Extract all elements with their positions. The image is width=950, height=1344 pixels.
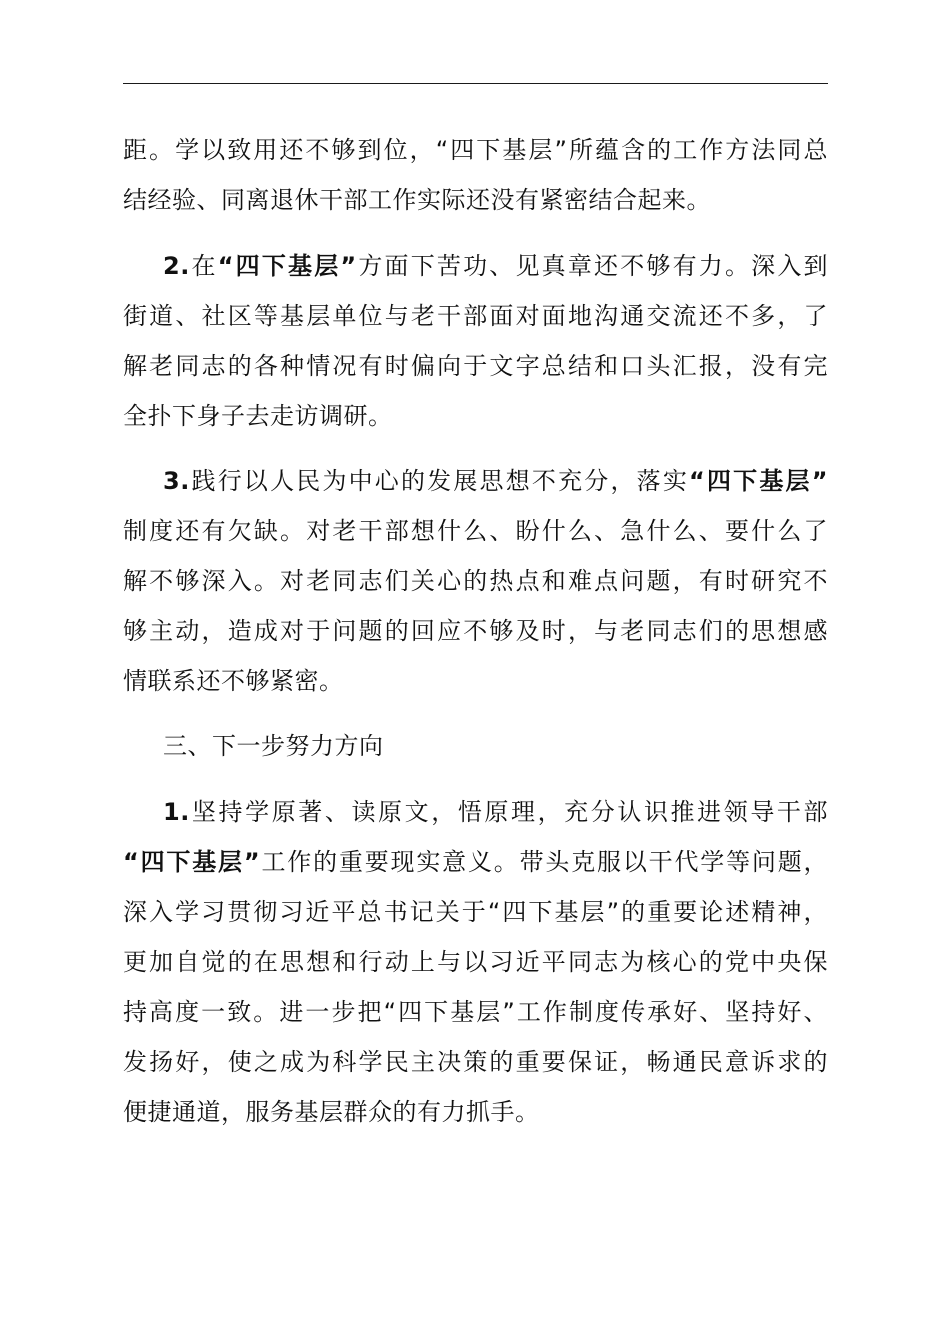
paragraph-line: 街道、社区等基层单位与老干部面对面地沟通交流还不多，了 <box>123 302 828 330</box>
paragraph-line: 距。学以致用还不够到位，“四下基层”所蕴含的工作方法同总 <box>123 136 828 164</box>
text-run: 方面下苦功、见真章还不够有力。深入到 <box>356 252 829 280</box>
item-number: 2. <box>163 252 190 280</box>
text-run: 工作的重要现实意义。带头克服以干代学等问题， <box>260 848 829 876</box>
text-run: 在 <box>189 252 218 280</box>
paragraph-line: 持高度一致。进一步把“四下基层”工作制度传承好、坚持好、 <box>123 998 828 1026</box>
paragraph-line: 够主动，造成对于问题的回应不够及时，与老同志们的思想感 <box>123 617 828 645</box>
item-number: 3. <box>163 467 190 495</box>
paragraph-line <box>123 842 828 882</box>
header-rule <box>123 83 828 84</box>
item-1-first-line <box>163 792 828 832</box>
item-3-first-line <box>163 461 828 501</box>
emphasis-quote: “四下基层” <box>217 252 357 280</box>
paragraph-line: 深入学习贯彻习近平总书记关于“四下基层”的重要论述精神， <box>123 898 828 926</box>
paragraph-line: 解不够深入。对老同志们关心的热点和难点问题，有时研究不 <box>123 567 828 595</box>
paragraph-line: 便捷通道，服务基层群众的有力抓手。 <box>123 1098 540 1126</box>
paragraph-line: 情联系还不够紧密。 <box>123 667 344 695</box>
paragraph-line: 全扑下身子去走访调研。 <box>123 402 393 430</box>
emphasis-quote: “四下基层” <box>689 467 829 495</box>
item-number: 1. <box>163 798 190 826</box>
text-run: 坚持学原著、读原文，悟原理，充分认识推进领导干部 <box>189 798 828 826</box>
item-2-first-line <box>163 246 828 286</box>
paragraph-line: 结经验、同离退休干部工作实际还没有紧密结合起来。 <box>123 186 711 214</box>
section-heading: 三、下一步努力方向 <box>163 732 384 760</box>
paragraph-line: 制度还有欠缺。对老干部想什么、盼什么、急什么、要什么了 <box>123 517 828 545</box>
paragraph-line: 发扬好，使之成为科学民主决策的重要保证，畅通民意诉求的 <box>123 1048 828 1076</box>
text-run: 践行以人民为中心的发展思想不充分，落实 <box>189 467 690 495</box>
paragraph-line: 更加自觉的在思想和行动上与以习近平同志为核心的党中央保 <box>123 948 828 976</box>
paragraph-line: 解老同志的各种情况有时偏向于文字总结和口头汇报，没有完 <box>123 352 828 380</box>
emphasis-quote: “四下基层” <box>123 848 261 876</box>
